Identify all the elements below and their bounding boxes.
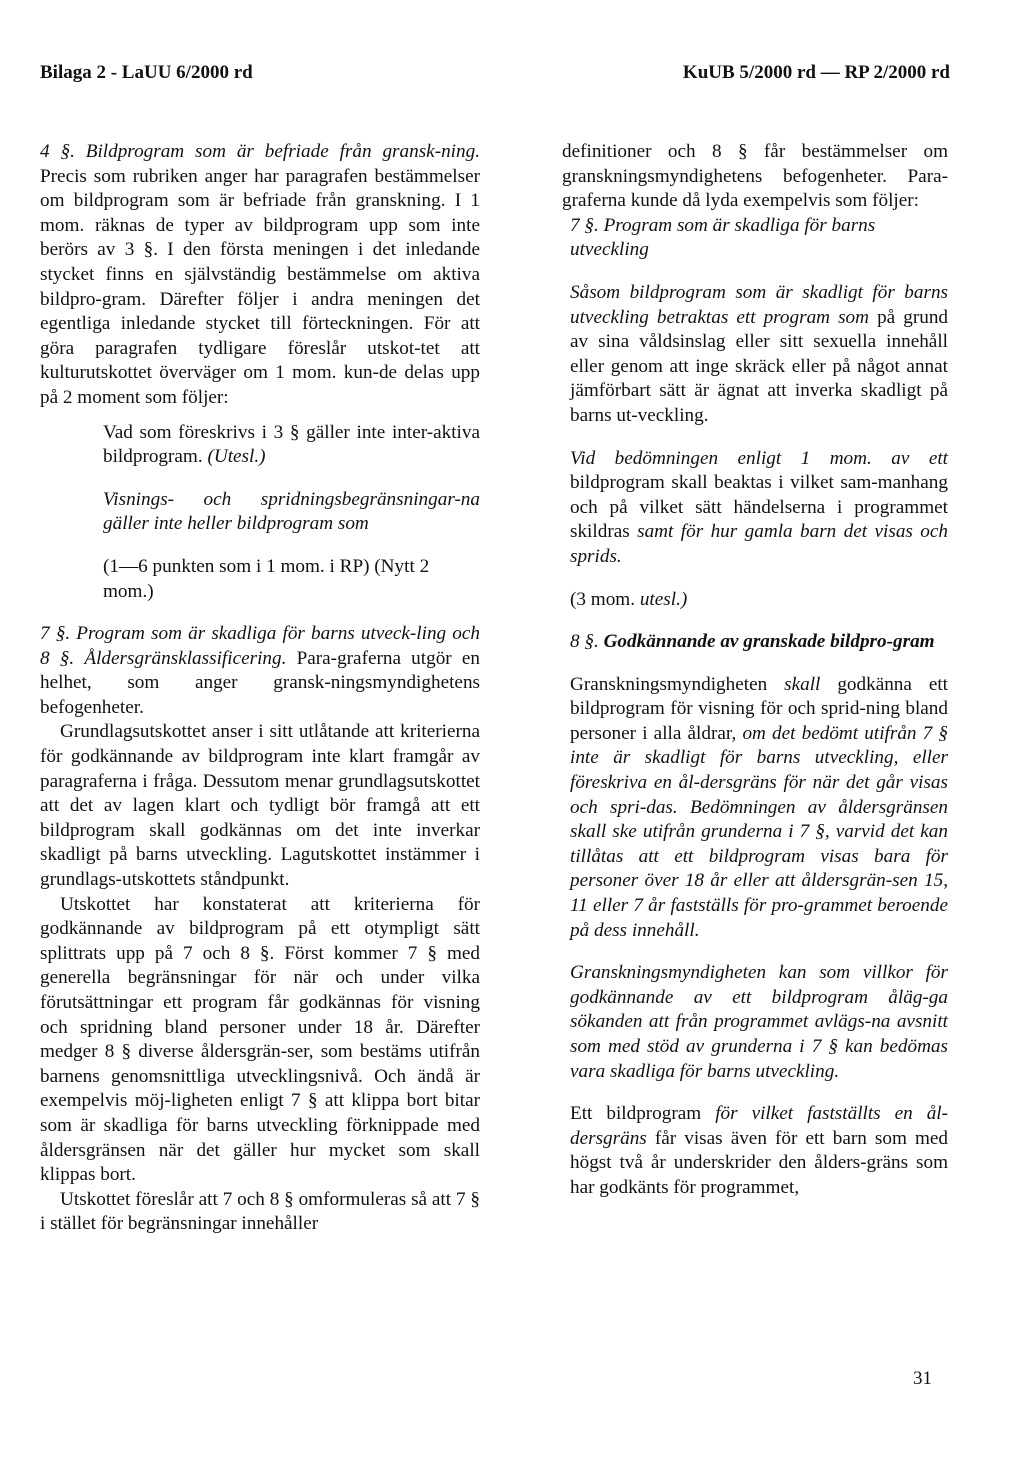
quote-aldersgrans-a: Ett bildprogram [570, 1103, 702, 1125]
page-number: 31 [913, 1368, 932, 1389]
quote-bedomning-italic: Vid bedömningen enligt 1 mom. av ett [570, 447, 948, 469]
paragraph-7-8-section [40, 622, 480, 720]
quote-aldersgrans-b: för vilket fastställts en ål-dersgräns [570, 1103, 949, 1149]
quote-aldersgrans-c: får visas även för ett barn som med högst två år underskrider den ålders-gräns som har godkänts för programmet, [570, 1127, 949, 1198]
paragraph-4-section [40, 140, 480, 411]
quote-interactive-note: (Utesl.) [207, 446, 266, 468]
left-column [40, 140, 480, 1237]
paragraph-definitioner: definitioner och 8 § får bestämmelser om granskningsmyndighetens befogenheter. Para-graferna kunde då lyda exempelvis som följer: [562, 141, 948, 212]
paragraph-grundlag: Grundlagsutskottet anser i sitt utlåtande att kriterierna för godkännande av bildprogram inte klart framgår av paragraferna i fråga. Dessutom menar grundlagsutskottet att det av lagen klart och tydligt bör framgå att ett bildprogram skall godkännas om det inte inverkar skadligt på barns utveckling. Lagutskottet instämmer i grundlags-utskottets ståndpunkt. [40, 721, 480, 891]
quote-bedomning-italic-end: samt för hur gamla barn det visas och sprids. [570, 521, 949, 567]
quote-godkanna-a: Granskningsmyndigheten [570, 673, 768, 695]
quote-restrictions: Visnings- och spridningsbegränsningar-na gäller inte heller bildprogram som [103, 488, 480, 535]
header-left: Bilaga 2 - LaUU 6/2000 rd [40, 62, 253, 83]
quote-godkanna [570, 673, 948, 944]
quote-godkanna-c: godkänna ett bildprogram för visning för och sprid-ning bland personer i alla åldrar, [570, 673, 949, 744]
quote-godkanna-d: om det bedömt utifrån 7 § inte är skadligt för barns utveckling, eller föreskriva en ål-dersgräns för när det går visas och spri-das. Bedömningen av åldersgränsen skall ske utifrån grunderna i 7 §, varvid det kan tillåtas att ett bildprogram visas bara för personer över 18 år eller att åldersgrän-sen 15, 11 eller 7 år fastställs för pro-grammet beroende på dess innehåll. [570, 722, 948, 941]
quote-skadligt [570, 281, 948, 429]
quote-bedomning-text: bildprogram skall beaktas i vilket sam-manhang och på vilket sätt händelserna i programmet skildras [570, 472, 948, 543]
quote-points: (1—6 punkten som i 1 mom. i RP) (Nytt 2 mom.) [103, 555, 430, 602]
right-column [562, 140, 948, 1201]
quote-3-mom [570, 588, 948, 613]
quote-skadligt-text: på grund av sina våldsinslag eller sitt sexuella innehåll eller genom att inge skräck eller på något annat jämförbart sätt är ägnat att inverka skadligt på barns ut-veckling. [570, 306, 949, 426]
quote-bedomning [570, 447, 948, 570]
quote-3-mom-text: (3 mom. [570, 588, 636, 610]
section-4-text: Precis som rubriken anger har paragrafen bestämmelser om bildprogram som är befriade från granskning. I 1 mom. räknas de typer av bildprogram upp som inte berörs av 3 §. I den första meningen i det inledande stycket finns en självständig bestämmelse om aktiva bildpro-gram. Därefter följer i andra meningen det egentliga inledande stycket till förteckningen. För att göra paragrafen tydligare föreslår utskot-tet att kulturutskottet överväger om 1 mom. kun-de delas upp på 2 moment som följer: [40, 165, 480, 408]
section-7-heading: 7 §. Program som är skadliga för barns utveckling [570, 214, 876, 261]
quote-aldersgrans [570, 1102, 948, 1200]
header-right: KuUB 5/2000 rd — RP 2/2000 rd [682, 62, 950, 83]
section-8-number: 8 §. [570, 631, 599, 653]
quote-skadligt-italic: Såsom bildprogram som är skadligt för barns utveckling betraktas ett program som [570, 281, 948, 328]
paragraph-forslag: Utskottet föreslår att 7 och 8 § omformuleras så att 7 § i stället för begränsningar innehåller [40, 1188, 480, 1235]
section-7-8-text: Para-graferna utgör en helhet, som anger gransk-ningsmyndighetens befogenheter. [40, 647, 480, 718]
quote-godkanna-b: skall [784, 673, 821, 695]
section-8-heading [570, 630, 948, 655]
quote-interactive-text: Vad som föreskrivs i 3 § gäller inte inter-aktiva bildprogram. [103, 421, 480, 468]
quote-3-mom-italic: utesl.) [639, 588, 688, 610]
paragraph-kriterier: Utskottet har konstaterat att kriterierna för godkännande av bildprogram på ett otympligt sätt splittrats upp på 7 och 8 §. Först kommer 7 § med generella begränsningar för när och under vilka förutsättningar ett program får godkännas för visning och spridning bland personer under 18 år. Därefter medger 8 § diverse åldersgrän-ser, som bestäms utifrån barnens genomsnittliga utvecklingsnivå. Och ändå är exempelvis möj-ligheten enligt 7 § att klippa bort bitar som är skadliga för barns utveckling förknippade med åldersgränsen när det gäller hur mycket som skall klippas bort. [40, 893, 480, 1186]
quote-interactive [103, 421, 480, 470]
section-8-title: Godkännande av granskade bildpro-gram [603, 631, 935, 653]
section-4-heading: 4 §. Bildprogram som är befriade från gransk-ning. [40, 141, 480, 162]
section-7-8-heading: 7 §. Program som är skadliga för barns utveck-ling och 8 §. Åldersgränsklassificering. [40, 623, 480, 669]
quote-villkor: Granskningsmyndigheten kan som villkor för godkännande av ett bildprogram åläg-ga sökanden att från programmet avlägs-na avsnitt som med stöd av grunderna i 7 § kan bedömas vara skadliga för barns utveckling. [570, 962, 948, 1082]
